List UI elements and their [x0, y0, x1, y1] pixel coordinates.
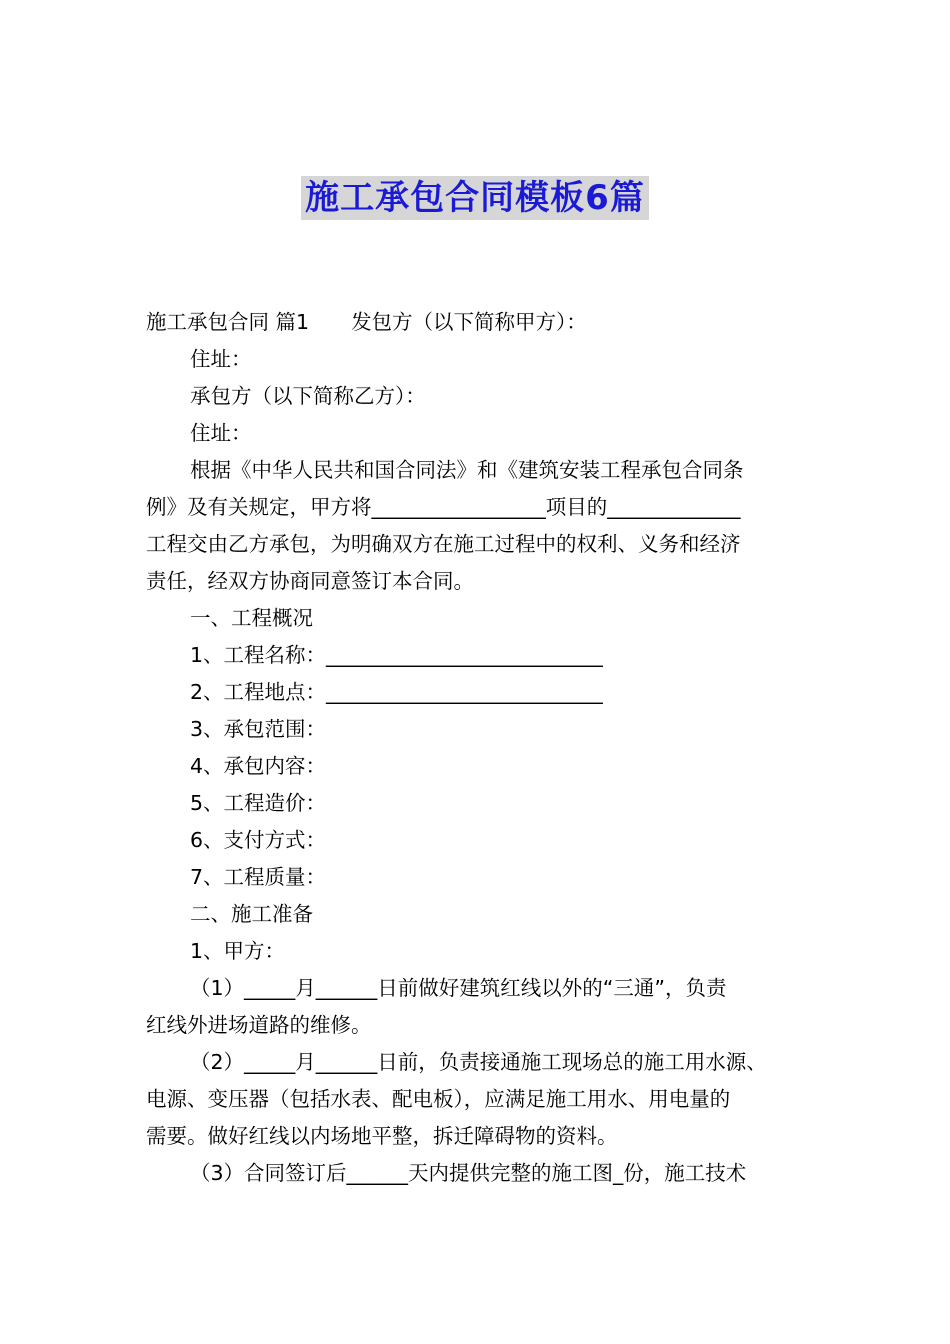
paragraph-line: 根据《中华人民共和国合同法》和《建筑安装工程承包合同条: [190, 458, 744, 482]
paragraph-line: 例》及有关规定，甲方将_________________项目的_____________: [146, 495, 741, 519]
party-a-label: 发包方（以下简称甲方）：: [351, 310, 587, 334]
paragraph-line: （1）_____月______日前做好建筑红线以外的“三通”，负责: [190, 976, 727, 1000]
document-title: 施工承包合同模板6篇: [301, 176, 649, 220]
list-item: 3、承包范围：: [190, 717, 327, 741]
list-item: 5、工程造价：: [190, 791, 327, 815]
list-item: 6、支付方式：: [190, 828, 327, 852]
list-item: 1、甲方：: [190, 939, 286, 963]
list-item: 2、工程地点：___________________________: [190, 680, 603, 704]
title-container: [0, 176, 950, 220]
paragraph-line: 工程交由乙方承包，为明确双方在施工过程中的权利、义务和经济: [146, 532, 741, 556]
contract-number: 施工承包合同 篇1: [146, 310, 310, 334]
paragraph-line: 承包方（以下简称乙方）：: [190, 384, 426, 408]
paragraph-line: 责任，经双方协商同意签订本合同。: [146, 569, 474, 593]
paragraph-line: （2）_____月______日前，负责接通施工现场总的施工用水源、: [190, 1050, 767, 1074]
paragraph-line: 红线外进场道路的维修。: [146, 1013, 372, 1037]
list-item: 4、承包内容：: [190, 754, 327, 778]
section-heading: 一、工程概况: [190, 606, 313, 630]
section-heading: 二、施工准备: [190, 902, 313, 926]
paragraph-line: 电源、变压器（包括水表、配电板），应满足施工用水、用电量的: [146, 1087, 731, 1111]
paragraph-line: 住址：: [190, 347, 252, 371]
list-item: 7、工程质量：: [190, 865, 327, 889]
paragraph-line: （3）合同签订后______天内提供完整的施工图_份，施工技术: [190, 1161, 747, 1185]
contract-heading-line: [146, 304, 811, 341]
list-item: 1、工程名称：___________________________: [190, 643, 603, 667]
document-body: [146, 304, 811, 1192]
paragraph-line: 需要。做好红线以内场地平整，拆迁障碍物的资料。: [146, 1124, 618, 1148]
paragraph-line: 住址：: [190, 421, 252, 445]
